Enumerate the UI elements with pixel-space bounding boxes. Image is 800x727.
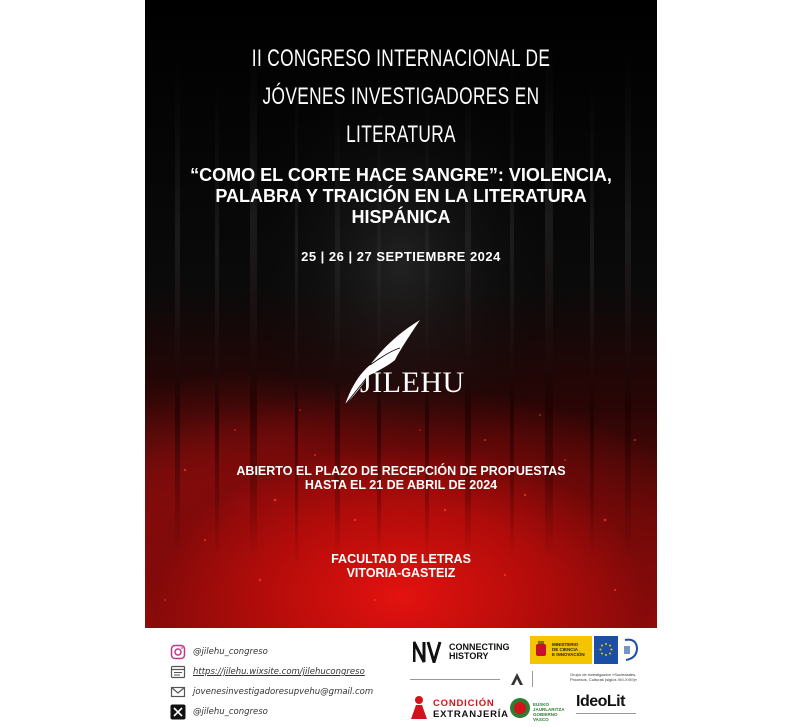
grupo-investigacion-text: Grupo de investigación «Sociedades, Procesos, Culturas (siglos XIII-XVIII)» bbox=[570, 672, 638, 682]
ideolit-label: IdeoLit bbox=[576, 693, 625, 710]
ministerio-logo bbox=[530, 636, 592, 664]
ideolit-logo bbox=[576, 693, 646, 723]
gobierno-vasco-logo bbox=[509, 696, 571, 720]
ministerio-line-1: MINISTERIO bbox=[552, 642, 579, 647]
extranjeria-label: EXTRANJERÍA bbox=[433, 709, 509, 720]
university-logo bbox=[532, 671, 563, 687]
jilehu-logo-text: JILEHU bbox=[360, 366, 465, 399]
venue-line-2: VITORIA-GASTEIZ bbox=[346, 566, 456, 580]
contact-text: jovenesinvestigadoresupvehu@gmail.com bbox=[193, 687, 374, 697]
call-line-2: HASTA EL 21 DE ABRIL DE 2024 bbox=[304, 478, 498, 492]
poster bbox=[145, 0, 657, 628]
connecting-label: CONNECTING bbox=[449, 642, 510, 652]
congress-title: II CONGRESO INTERNACIONAL DE JÓVENES INVESTIGADORES EN LITERATURA bbox=[251, 45, 551, 148]
email-icon bbox=[170, 684, 186, 700]
eu-flag-icon bbox=[594, 636, 618, 664]
congress-dates: 25 | 26 | 27 SEPTIEMBRE 2024 bbox=[301, 249, 501, 264]
coat-of-arms-icon bbox=[534, 640, 548, 660]
venue bbox=[165, 552, 637, 580]
sponsor-logos bbox=[408, 633, 648, 727]
contact-website[interactable] bbox=[170, 662, 400, 682]
contact-instagram[interactable] bbox=[170, 642, 400, 662]
contact-email[interactable] bbox=[170, 682, 400, 702]
contact-text: @jilehu_congreso bbox=[193, 647, 268, 657]
history-label: HISTORY bbox=[449, 651, 489, 661]
contact-list bbox=[170, 642, 400, 722]
nv-icon bbox=[413, 641, 443, 663]
connecting-history-logo bbox=[413, 639, 521, 665]
contact-x[interactable] bbox=[170, 702, 400, 722]
ministerio-line-2: DE CIENCIA bbox=[552, 647, 579, 652]
ministerio-line-3: E INNOVACIÓN bbox=[552, 652, 585, 657]
eusko-line-1: EUSKO JAURLARITZA bbox=[533, 702, 565, 712]
gobierno-vasco-shield-icon bbox=[509, 697, 531, 719]
contact-text: https://jilehu.wixsite.com/jilehucongreso bbox=[193, 667, 365, 677]
call-line-1: ABIERTO EL PLAZO DE RECEPCIÓN DE PROPUESTAS bbox=[236, 464, 566, 478]
research-project-text bbox=[410, 673, 500, 687]
congress-subtitle: “COMO EL CORTE HACE SANGRE”: VIOLENCIA, PALABRA Y TRAICIÓN EN LA LITERATURA HISPÁNICA bbox=[190, 165, 612, 227]
condicion-label: CONDICIÓN bbox=[433, 698, 495, 709]
x-icon bbox=[170, 704, 186, 720]
instagram-icon bbox=[170, 644, 186, 660]
contact-text: @jilehu_congreso bbox=[193, 707, 268, 717]
web-icon bbox=[170, 664, 186, 680]
call-for-papers bbox=[165, 464, 637, 492]
upv-ehu-logo bbox=[508, 670, 526, 688]
venue-line-1: FACULTAD DE LETRAS bbox=[331, 552, 471, 566]
agencia-logo bbox=[622, 636, 640, 664]
eusko-line-2: GOBIERNO VASCO bbox=[533, 712, 558, 722]
condicion-extranjeria-logo bbox=[408, 692, 509, 722]
condicion-figure-icon bbox=[408, 695, 430, 719]
